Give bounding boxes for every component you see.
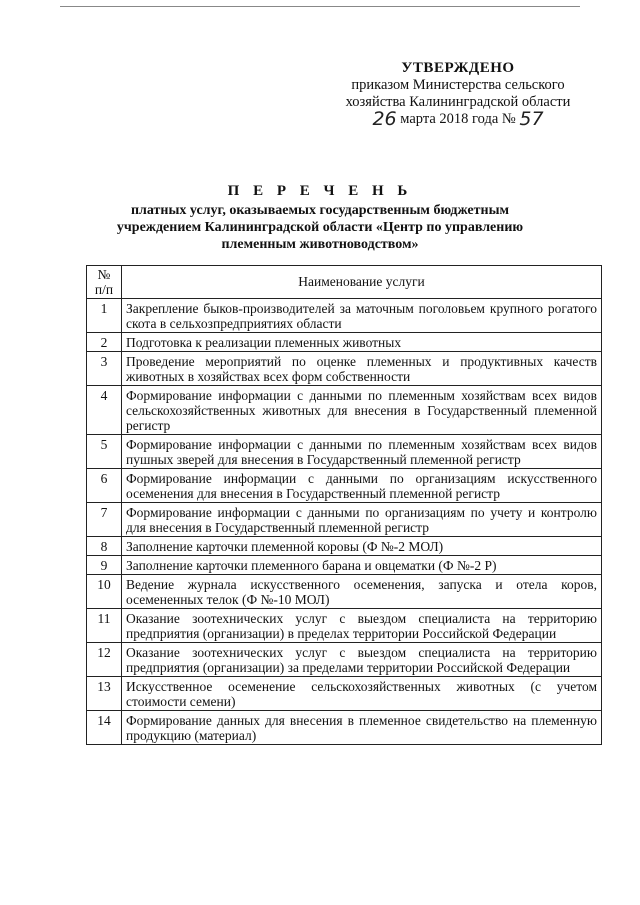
document-heading (80, 183, 560, 253)
row-number: 10 (87, 575, 122, 609)
table-row (87, 333, 602, 352)
table-row (87, 609, 602, 643)
handwritten-order-number: 57 (519, 108, 544, 130)
table-row (87, 575, 602, 609)
table-row (87, 352, 602, 386)
table-row (87, 556, 602, 575)
service-name: Формирование информации с данными по организациям искусственного осеменения для внесения в Государственный племенной регистр (122, 469, 602, 503)
approval-stamp-block (318, 60, 598, 128)
services-table (86, 265, 602, 745)
row-number: 1 (87, 299, 122, 333)
handwritten-day: 26 (372, 108, 397, 130)
table-row (87, 435, 602, 469)
document-title: П Е Р Е Ч Е Н Ь (227, 183, 413, 199)
table-header-row (87, 266, 602, 299)
service-name: Заполнение карточки племенной коровы (Ф №-2 МОЛ) (122, 537, 602, 556)
heading-line-3: племенным животноводством» (221, 237, 419, 252)
service-name: Закрепление быков-производителей за маточным поголовьем крупного рогатого скота в сельхозпредприятиях области (122, 299, 602, 333)
row-number: 11 (87, 609, 122, 643)
service-name: Заполнение карточки племенного барана и овцематки (Ф №-2 Р) (122, 556, 602, 575)
top-edge-line (60, 6, 580, 7)
approval-line-1: приказом Министерства сельского (351, 77, 565, 93)
column-header-service-name: Наименование услуги (122, 266, 602, 299)
service-name: Подготовка к реализации племенных животных (122, 333, 602, 352)
column-header-number-line-2: п/п (94, 282, 114, 297)
row-number: 14 (87, 711, 122, 745)
column-header-number-line-1: № (97, 267, 111, 282)
table-row (87, 537, 602, 556)
row-number: 5 (87, 435, 122, 469)
column-header-number (87, 266, 122, 299)
table-row (87, 386, 602, 435)
table-row (87, 643, 602, 677)
service-name: Оказание зоотехнических услуг с выездом специалиста на территорию предприятия (организации) за пределами территории Российской Федерации (122, 643, 602, 677)
table-row (87, 469, 602, 503)
row-number: 7 (87, 503, 122, 537)
table-row (87, 299, 602, 333)
approval-label: УТВЕРЖДЕНО (401, 60, 515, 76)
heading-line-2: учреждением Калининградской области «Центр по управлению (116, 220, 524, 235)
service-name: Формирование информации с данными по организациям по учету и контролю для внесения в Государственный племенной регистр (122, 503, 602, 537)
row-number: 12 (87, 643, 122, 677)
row-number: 4 (87, 386, 122, 435)
approval-date-line (318, 108, 598, 130)
service-name: Проведение мероприятий по оценке племенных и продуктивных качеств животных в хозяйствах всех форм собственности (122, 352, 602, 386)
service-name: Ведение журнала искусственного осеменения, запуска и отела коров, осемененных телок (Ф №-10 МОЛ) (122, 575, 602, 609)
row-number: 8 (87, 537, 122, 556)
table-body (87, 299, 602, 745)
service-name: Формирование информации с данными по племенным хозяйствам всех видов пушных зверей для внесения в Государственный племенной регистр (122, 435, 602, 469)
row-number: 3 (87, 352, 122, 386)
service-name: Формирование данных для внесения в племенное свидетельство на племенную продукцию (материал) (122, 711, 602, 745)
service-name: Формирование информации с данными по племенным хозяйствам всех видов сельскохозяйственных животных для внесения в Государственный племенной регистр (122, 386, 602, 435)
table-row (87, 503, 602, 537)
approval-date-text: марта 2018 года № (400, 111, 516, 127)
table-row (87, 711, 602, 745)
row-number: 6 (87, 469, 122, 503)
row-number: 13 (87, 677, 122, 711)
row-number: 2 (87, 333, 122, 352)
table-row (87, 677, 602, 711)
row-number: 9 (87, 556, 122, 575)
heading-line-1: платных услуг, оказываемых государственным бюджетным (130, 203, 510, 218)
service-name: Оказание зоотехнических услуг с выездом специалиста на территорию предприятия (организации) в пределах территории Российской Федерации (122, 609, 602, 643)
service-name: Искусственное осеменение сельскохозяйственных животных (с учетом стоимости семени) (122, 677, 602, 711)
approval-line-2: хозяйства Калининградской области (345, 94, 571, 110)
